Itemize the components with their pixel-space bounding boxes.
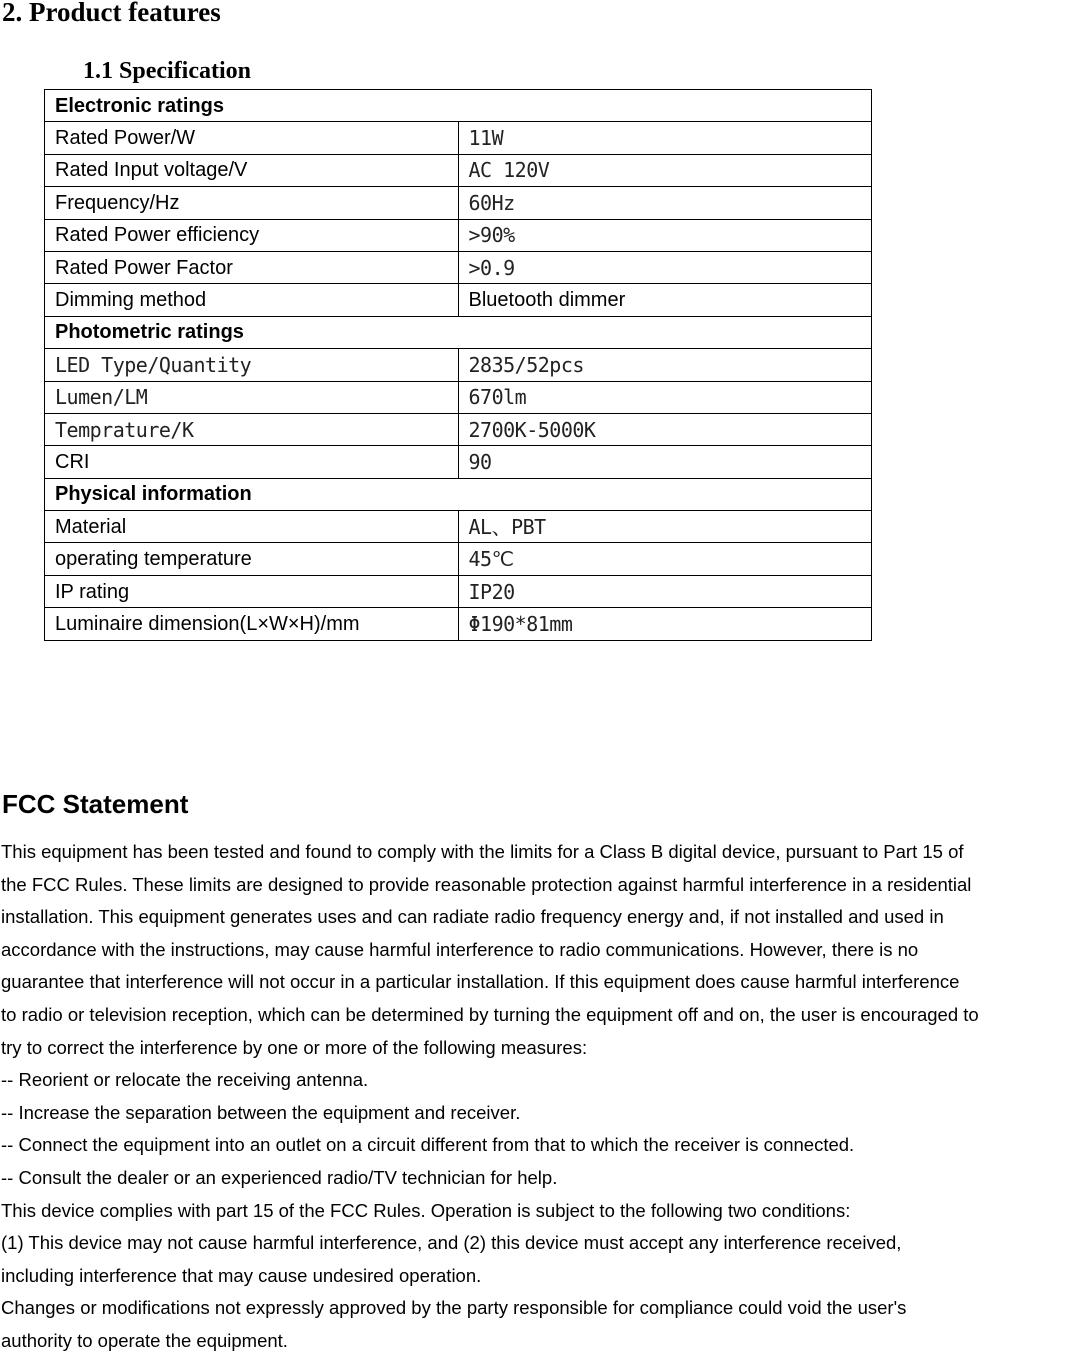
fcc-line: the FCC Rules. These limits are designed to provide reasonable protection against harmful interference in a residential: [1, 873, 972, 895]
electronic-ratings-header: Electronic ratings: [45, 90, 872, 122]
spec-label: Rated Power/W: [45, 122, 459, 154]
spec-value: AC 120V: [458, 154, 872, 186]
table-row: [45, 446, 872, 478]
spec-value: IP20: [458, 575, 872, 607]
table-section-header: [45, 316, 872, 348]
fcc-statement-body: [1, 836, 1089, 1358]
spec-value: 11W: [458, 122, 872, 154]
physical-information-header: Physical information: [45, 478, 872, 510]
table-row: [45, 219, 872, 251]
fcc-line: This equipment has been tested and found to comply with the limits for a Class B digital device, pursuant to Part 15 of: [1, 841, 964, 862]
specification-table: [44, 89, 872, 641]
table-row: [45, 122, 872, 154]
spec-label: Luminaire dimension(L×W×H)/mm: [45, 608, 459, 640]
spec-label: CRI: [45, 446, 459, 478]
fcc-line: installation. This equipment generates uses and can radiate radio frequency energy and, if not installed and used in: [1, 906, 944, 928]
spec-value: AL、PBT: [458, 511, 872, 543]
spec-label: operating temperature: [45, 543, 459, 575]
fcc-line: try to correct the interference by one or more of the following measures:: [1, 1036, 588, 1058]
spec-label: Temprature/K: [45, 413, 459, 445]
spec-label: Dimming method: [45, 284, 459, 316]
table-row: [45, 187, 872, 219]
table-row: [45, 608, 872, 640]
fcc-statement-title: FCC Statement: [2, 789, 189, 819]
spec-value: Φ190*81mm: [458, 608, 872, 640]
table-row: [45, 511, 872, 543]
table-row: [45, 543, 872, 575]
fcc-line: -- Increase the separation between the equipment and receiver.: [1, 1101, 521, 1123]
table-row: [45, 413, 872, 445]
spec-value: 90: [458, 446, 872, 478]
spec-value: 2700K-5000K: [458, 413, 872, 445]
spec-value: 2835/52pcs: [458, 349, 872, 381]
spec-value: 670lm: [458, 381, 872, 413]
photometric-ratings-header: Photometric ratings: [45, 316, 872, 348]
spec-label: LED Type/Quantity: [45, 349, 459, 381]
fcc-line: including interference that may cause undesired operation.: [1, 1264, 482, 1286]
fcc-line: This device complies with part 15 of the FCC Rules. Operation is subject to the following two conditions:: [1, 1199, 851, 1221]
table-row: [45, 284, 872, 316]
table-row: [45, 349, 872, 381]
fcc-line: to radio or television reception, which can be determined by turning the equipment off and on, the user is encouraged to: [1, 1003, 979, 1025]
spec-label: Rated Power Factor: [45, 251, 459, 283]
spec-value: >0.9: [458, 251, 872, 283]
table-row: [45, 251, 872, 283]
table-row: [45, 381, 872, 413]
fcc-line: accordance with the instructions, may cause harmful interference to radio communications. However, there is no: [1, 938, 919, 960]
table-section-header: [45, 478, 872, 510]
specification-heading: 1.1 Specification: [83, 58, 251, 84]
spec-label: Frequency/Hz: [45, 187, 459, 219]
spec-value: 60Hz: [458, 187, 872, 219]
fcc-line: -- Connect the equipment into an outlet on a circuit different from that to which the receiver is connected.: [1, 1134, 855, 1156]
fcc-line: -- Reorient or relocate the receiving antenna.: [1, 1069, 369, 1091]
fcc-line: authority to operate the equipment.: [1, 1329, 288, 1351]
spec-label: Rated Input voltage/V: [45, 154, 459, 186]
table-row: [45, 154, 872, 186]
fcc-line: -- Consult the dealer or an experienced radio/TV technician for help.: [1, 1166, 558, 1188]
fcc-line: guarantee that interference will not occur in a particular installation. If this equipment does cause harmful interference: [1, 971, 960, 993]
spec-label: IP rating: [45, 575, 459, 607]
fcc-line: Changes or modifications not expressly approved by the party responsible for compliance could void the user's: [1, 1297, 907, 1319]
spec-value: >90%: [458, 219, 872, 251]
table-section-header: [45, 90, 872, 122]
spec-value: Bluetooth dimmer: [458, 284, 872, 316]
fcc-line: (1) This device may not cause harmful interference, and (2) this device must accept any interference received,: [1, 1232, 902, 1254]
spec-label: Material: [45, 511, 459, 543]
spec-label: Rated Power efficiency: [45, 219, 459, 251]
section-heading: 2. Product features: [2, 0, 221, 27]
spec-value: 45℃: [458, 543, 872, 575]
spec-label: Lumen/LM: [45, 381, 459, 413]
table-row: [45, 575, 872, 607]
